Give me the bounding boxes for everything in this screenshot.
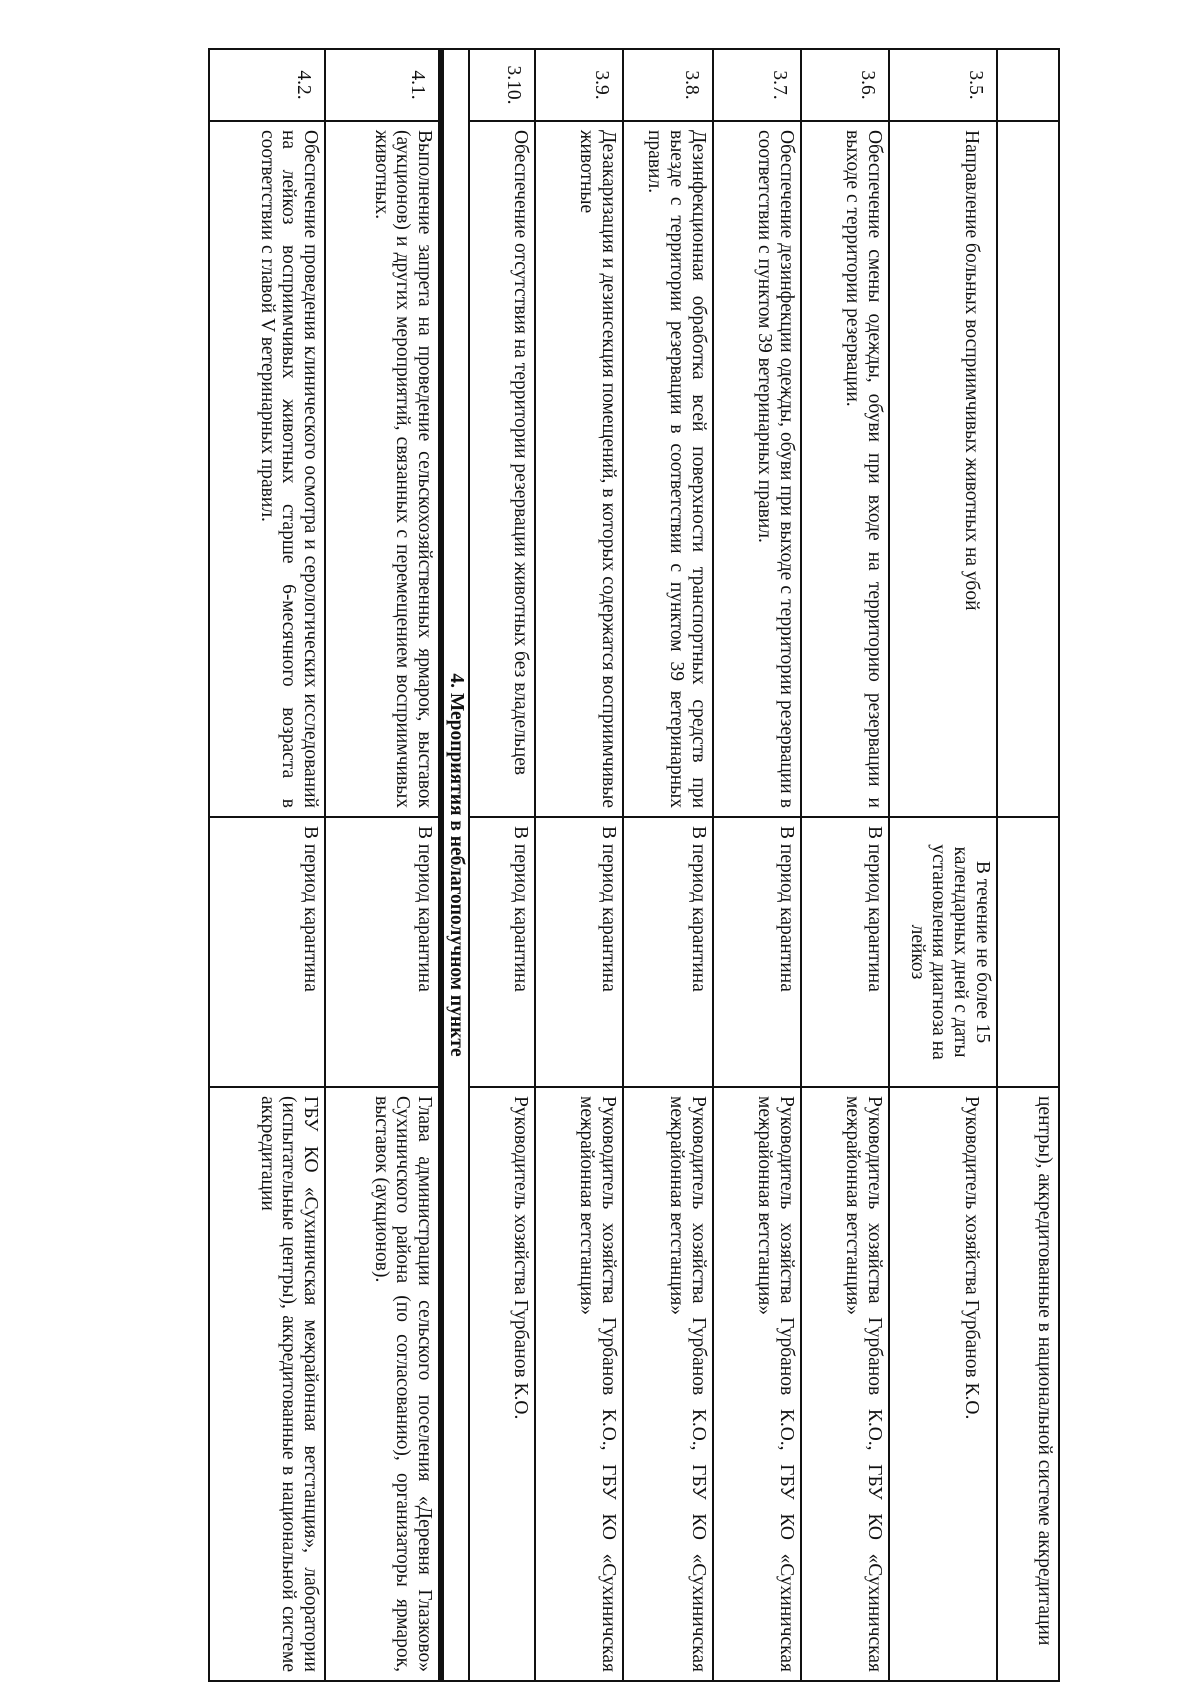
term-text: В период карантина (209, 817, 325, 1087)
table-row (469, 49, 535, 1681)
responsible-text: центры), аккредитованные в национальной системе аккредитации (997, 1087, 1059, 1681)
section-title: 4. Мероприятия в неблагополучном пункте (441, 49, 469, 1681)
measure-text: Обеспечение дезинфекции одежды, обуви при выходе с территории резервации в соответствии с пунктом 39 ветеринарных правил. (713, 121, 801, 817)
responsible-text: Глава администрации сельского поселения «Деревня Глазково» Сухиничского района (по согласованию), организаторы ярмарок, выставок (аукционов). (325, 1087, 441, 1681)
measure-text: Обеспечение смены одежды, обуви при входе на территорию резервации и выходе с территории резервации. (801, 121, 889, 817)
responsible-text: Руководитель хозяйства Гурбанов К.О. (889, 1087, 997, 1681)
term-text: В период карантина (623, 817, 713, 1087)
measure-text: Направление больных восприимчивых животных на убой (889, 121, 997, 817)
responsible-text: Руководитель хозяйства Гурбанов К.О., ГБУ КО «Сухиничская межрайонная ветстанция» (713, 1087, 801, 1681)
measure-text: Обеспечение отсутствия на территории резервации животных без владельцев (469, 121, 535, 817)
row-number: 4.2. (209, 49, 325, 121)
rotated-document-page (20, 48, 1060, 1680)
measure-text: Дезакаризация и дезинсекция помещений, в которых содержатся восприимчивые животные (535, 121, 623, 817)
table-row (325, 49, 441, 1681)
measure-text: Дезинфекционная обработка всей поверхности транспортных средств при выезде с территории резервации в соответствии с пунктом 39 ветеринарных правил. (623, 121, 713, 817)
table-row (535, 49, 623, 1681)
measure-text: Выполнение запрета на проведение сельскохозяйственных ярмарок, выставок (аукционов) и других мероприятий, связанных с перемещением восприимчивых животных. (325, 121, 441, 817)
measures-table (208, 48, 1060, 1682)
row-number: 3.7. (713, 49, 801, 121)
term-text: В период карантина (713, 817, 801, 1087)
measure-text (997, 121, 1059, 817)
row-number: 3.9. (535, 49, 623, 121)
table-row (713, 49, 801, 1681)
row-number: 3.8. (623, 49, 713, 121)
row-number: 3.6. (801, 49, 889, 121)
row-number: 3.10. (469, 49, 535, 121)
term-text: В период карантина (325, 817, 441, 1087)
responsible-text: Руководитель хозяйства Гурбанов К.О. (469, 1087, 535, 1681)
table-row (209, 49, 325, 1681)
responsible-text: Руководитель хозяйства Гурбанов К.О., ГБУ КО «Сухиничская межрайонная ветстанция» (623, 1087, 713, 1681)
term-text: В период карантина (801, 817, 889, 1087)
term-text (997, 817, 1059, 1087)
row-number: 4.1. (325, 49, 441, 121)
table-row (801, 49, 889, 1681)
table-row (623, 49, 713, 1681)
table-row (889, 49, 997, 1681)
term-text: В течение не более 15 календарных дней с даты установления диагноза на лейкоз (889, 817, 997, 1087)
table-row (997, 49, 1059, 1681)
term-text: В период карантина (535, 817, 623, 1087)
row-number (997, 49, 1059, 121)
measure-text: Обеспечение проведения клинического осмотра и серологических исследований на лейкоз восприимчивых животных старше 6-месячного возраста в соответствии с главой V ветеринарных правил. (209, 121, 325, 817)
section-heading-row (441, 49, 469, 1681)
term-text: В период карантина (469, 817, 535, 1087)
row-number: 3.5. (889, 49, 997, 121)
responsible-text: Руководитель хозяйства Гурбанов К.О., ГБУ КО «Сухиничская межрайонная ветстанция» (801, 1087, 889, 1681)
responsible-text: Руководитель хозяйства Гурбанов К.О., ГБУ КО «Сухиничская межрайонная ветстанция» (535, 1087, 623, 1681)
responsible-text: ГБУ КО «Сухиничская межрайонная ветстанция», лаборатории (испытательные центры), аккредитованные в национальной системе аккредитации (209, 1087, 325, 1681)
